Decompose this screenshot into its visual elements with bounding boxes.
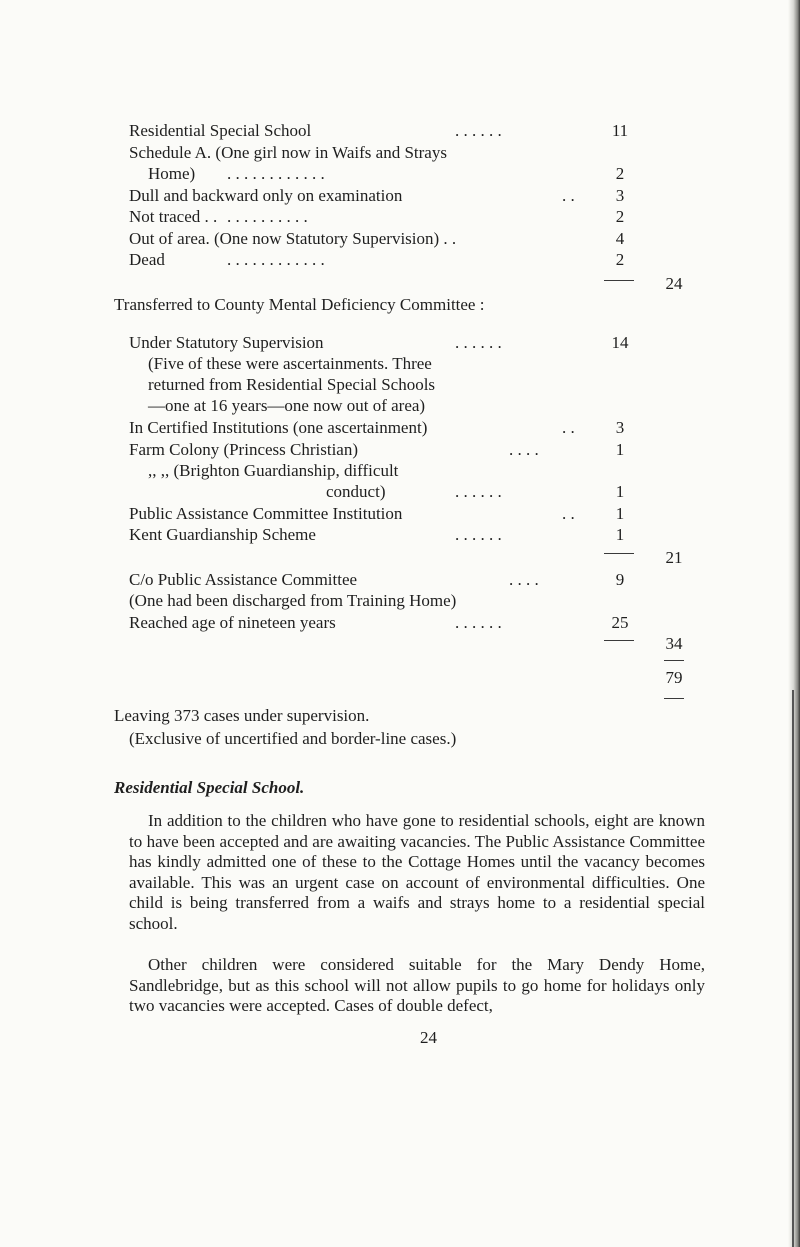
subtotal-rule [604, 280, 634, 281]
list-c-row-label: C/o Public Assistance Committee [129, 570, 358, 589]
list-b-row-label: conduct) [326, 482, 386, 501]
list-a-row-label: Schedule A. (One girl now in Waifs and Strays [129, 143, 447, 162]
list-b-row-value: 1 [615, 440, 625, 459]
list-a-row-value: 11 [611, 121, 629, 140]
leader-dots: . . . . . . [455, 121, 502, 140]
list-a-row-value: 3 [615, 186, 625, 205]
list-b-row-label: Under Statutory Supervision [129, 333, 324, 352]
list-b-row-label: In Certified Institutions (one ascertainment) [129, 418, 428, 437]
list-a-row-value: 2 [615, 164, 625, 183]
list-b-row-label: returned from Residential Special Schools [148, 375, 436, 394]
paragraph: In addition to the children who have gone to residential schools, eight are known to have been accepted and are awaiting vacancies. The Public Assistance Committee has kindly admitted one of these to the Cottage Homes until the vacancy becomes available. This was an urgent case on account of environmental difficulties. One child is being transferred from a waifs and strays home to a residential special school. [129, 811, 705, 933]
leader-dots: . . . . . . [455, 333, 502, 352]
list-b-total: 21 [665, 548, 683, 567]
list-a-total: 24 [665, 274, 683, 293]
list-a-row-label: Dead [129, 250, 165, 269]
leader-dots: . . [562, 418, 575, 437]
list-c-row-value: 9 [615, 570, 625, 589]
list-a-row-label: Residential Special School [129, 121, 312, 140]
list-b-row-label: (Five of these were ascertainments. Three [148, 354, 432, 373]
leaving-line: Leaving 373 cases under supervision. [114, 706, 370, 725]
list-a-row-value: 2 [615, 250, 625, 269]
list-b-row-label: ,, ,, (Brighton Guardianship, difficult [148, 461, 399, 480]
paragraph: Other children were considered suitable for the Mary Dendy Home, Sandlebridge, but as this school will not allow pupils to go home for holidays only two vacancies were accepted. Cases of double defect, [129, 955, 705, 1016]
leader-dots: . . . . . . [455, 525, 502, 544]
leader-dots: . . [562, 504, 575, 523]
list-b-row-value: 1 [615, 525, 625, 544]
total-rule [664, 660, 684, 661]
leader-dots: . . . . . . . . . . . . [227, 250, 325, 269]
grand-total: 79 [665, 668, 683, 687]
leader-dots: . . . . . . [455, 613, 502, 632]
page-number: 24 [420, 1028, 437, 1047]
list-c-row-label: (One had been discharged from Training Home) [129, 591, 457, 610]
leader-dots: . . . . [509, 570, 539, 589]
page-edge-line [792, 690, 794, 1247]
transferred-heading: Transferred to County Mental Deficiency Committee : [114, 295, 485, 314]
list-b-row-label: Farm Colony (Princess Christian) [129, 440, 359, 459]
list-b-row-label: Public Assistance Committee Institution [129, 504, 403, 523]
leader-dots: . . . . . . . . . . [227, 207, 308, 226]
list-c-row-value: 25 [611, 613, 629, 632]
list-b-row-value: 1 [615, 504, 625, 523]
list-a-row-label: Not traced . . [129, 207, 218, 226]
total-rule [664, 698, 684, 699]
list-c-total: 34 [665, 634, 683, 653]
list-a-row-value: 4 [615, 229, 625, 248]
leader-dots: . . . . [509, 440, 539, 459]
list-b-row-label: —one at 16 years—one now out of area) [148, 396, 426, 415]
leader-dots: . . [562, 186, 575, 205]
list-b-row-value: 1 [615, 482, 625, 501]
section-heading: Residential Special School. [114, 778, 305, 797]
leader-dots: . . . . . . [455, 482, 502, 501]
subtotal-rule [604, 640, 634, 641]
leaving-note: (Exclusive of uncertified and border-line cases.) [129, 729, 457, 748]
list-a-row-label: Out of area. (One now Statutory Supervision) . . [129, 229, 457, 248]
list-a-row-label: Dull and backward only on examination [129, 186, 403, 205]
list-b-row-value: 3 [615, 418, 625, 437]
list-b-row-value: 14 [611, 333, 629, 352]
list-b-row-label: Kent Guardianship Scheme [129, 525, 316, 544]
leader-dots: . . . . . . . . . . . . [227, 164, 325, 183]
list-a-row-label: Home) [148, 164, 196, 183]
page-edge-shadow [788, 0, 800, 1247]
list-a-row-value: 2 [615, 207, 625, 226]
subtotal-rule [604, 553, 634, 554]
list-c-row-label: Reached age of nineteen years [129, 613, 336, 632]
